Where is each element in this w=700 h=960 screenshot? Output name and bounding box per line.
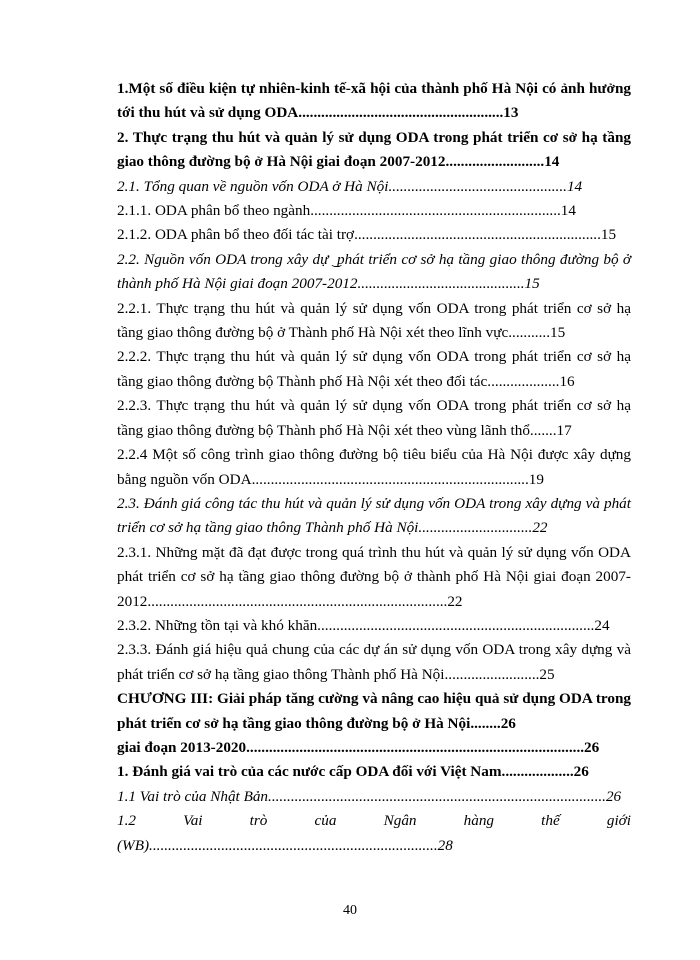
page-number: 40 (343, 903, 357, 918)
toc-entry-chapter-3-period: giai đoạn 2013-2020.........................................................................................26 (117, 738, 600, 756)
toc-entry-2-1-2: 2.1.2. ODA phân bổ theo đối tác tài trợ.................................................................15 (117, 226, 617, 244)
toc-entry-3-1-2: 1.2 Vai trò của Ngân hàng thế giới (WB)............................................................................28 (117, 812, 631, 854)
toc-entry-3-1: 1. Đánh giá vai trò của các nước cấp ODA đối với Việt Nam...................26 (117, 763, 589, 781)
toc-entry-2-1: 2.1. Tổng quan về nguồn vốn ODA ở Hà Nội...............................................14 (117, 177, 583, 195)
toc-entry-2-2-4: 2.2.4 Một số công trình giao thông đường bộ tiêu biểu của Hà Nội được xây dựng bằng nguồn vốn ODA.........................................................................19 (117, 446, 631, 488)
toc-entry-2-3-3: 2.3.3. Đánh giá hiệu quả chung của các dự án sử dụng vốn ODA trong xây dựng và phát triển cơ sở hạ tầng giao thông Thành phố Hà Nội.........................25 (117, 641, 631, 683)
toc-entry-2-3-1: 2.3.1. Những mặt đã đạt được trong quá trình thu hút và quản lý sử dụng vốn ODA phát triển cơ sở hạ tầng giao thông đường bộ ở thành phố Hà Nội giai đoạn 2007-2012...............................................................................22 (117, 543, 631, 610)
toc-entry-2-2-2: 2.2.2. Thực trạng thu hút và quản lý sử dụng vốn ODA trong phát triển cơ sở hạ tầng giao thông đường bộ Thành phố Hà Nội xét theo đối tác...................16 (117, 348, 631, 390)
toc-entry-1: 1.Một số điều kiện tự nhiên-kinh tế-xã hội của thành phố Hà Nội có ảnh hưởng tới thu hút và sử dụng ODA......................................................13 (117, 80, 631, 122)
table-of-contents (117, 77, 631, 858)
toc-entry-2-2-3: 2.2.3. Thực trạng thu hút và quản lý sử dụng vốn ODA trong phát triển cơ sở hạ tầng giao thông đường bộ Thành phố Hà Nội xét theo vùng lãnh thổ.......17 (117, 397, 631, 439)
toc-entry-2-3: 2.3. Đánh giá công tác thu hút và quản lý sử dụng vốn ODA trong xây dựng và phát triển cơ sở hạ tầng giao thông Thành phố Hà Nội..............................22 (117, 494, 631, 537)
toc-entry-2-2-1: 2.2.1. Thực trạng thu hút và quản lý sử dụng vốn ODA trong phát triển cơ sở hạ tầng giao thông đường bộ ở Thành phố Hà Nội xét theo lĩnh vực...........15 (117, 299, 631, 342)
toc-entry-chapter-3: CHƯƠNG III: Giải pháp tăng cường và nâng cao hiệu quả sử dụng ODA trong phát triển cơ sở hạ tầng giao thông đường bộ ở Hà Nội........26 (117, 690, 631, 732)
toc-entry-2: 2. Thực trạng thu hút và quản lý sử dụng ODA trong phát triển cơ sở hạ tầng giao thông đường bộ ở Hà Nội giai đoạn 2007-2012..........................14 (117, 128, 631, 171)
toc-entry-2-2: 2.2. Nguồn vốn ODA trong xây dự ͜ phát triển cơ sở hạ tầng giao thông đường bộ ở thành phố Hà Nội giai đoạn 2007-2012............................................15 (117, 250, 631, 293)
toc-entry-2-3-2: 2.3.2. Những tồn tại và khó khăn.........................................................................24 (117, 616, 610, 634)
toc-entry-3-1-1: 1.1 Vai trò của Nhật Bản.........................................................................................26 (117, 787, 622, 805)
toc-entry-2-1-1: 2.1.1. ODA phân bổ theo ngành..................................................................14 (117, 202, 576, 220)
